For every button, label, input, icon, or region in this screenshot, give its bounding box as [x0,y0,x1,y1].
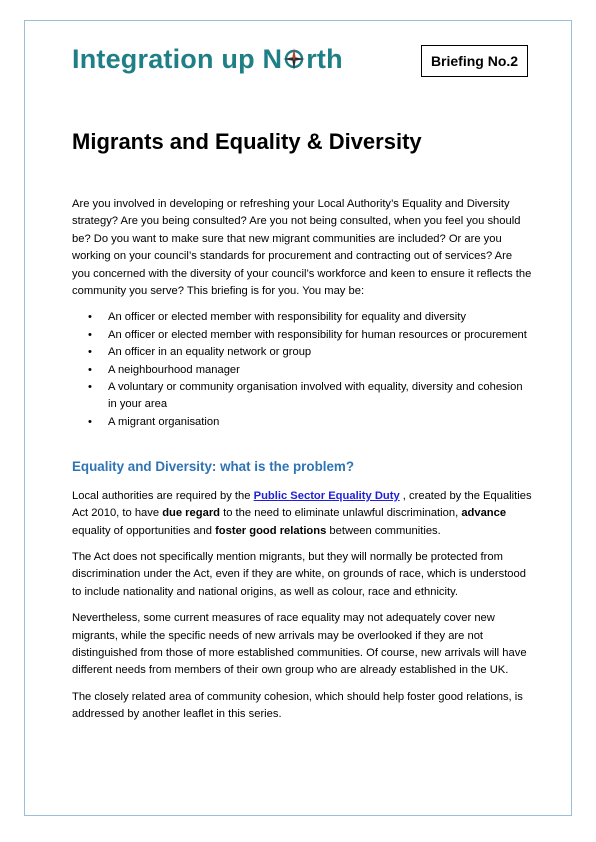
logo-text-end: rth [306,44,343,74]
act-paragraph: The Act does not specifically mention migrants, but they will normally be protected from discrimination under the Act, even if they are white, on grounds of race, which is understood to include nationality and national origins, as well as colour, race and ethnicity. [72,550,526,598]
list-item: • An officer in an equality network or group [72,344,532,361]
p1-text-5: between communities. [326,524,441,537]
briefing-number-box [421,45,528,77]
logo-text-start: Integration up N [72,44,283,74]
equality-duty-paragraph [72,488,532,540]
list-item: • An officer or elected member with responsibility for equality and diversity [72,309,532,326]
p1-text-4: equality of opportunities and [72,524,216,537]
audience-list [72,309,532,431]
intro-paragraph: Are you involved in developing or refreshing your Local Authority’s Equality and Diversity strategy? Are you being consulted? Are you not being consulted, when you feel you should be? Do you want to make sure that new migrant communities are included? Or are you working on your council’s standards for procurement and contracting out of services? Are you concerned with the diversity of your council’s workforce and keen to ensure it reflects the community you serve? This briefing is for you. You may be: [72,198,532,298]
list-item: • A neighbourhood manager [72,362,532,379]
list-item: • An officer or elected member with responsibility for human resources or procurement [72,327,532,344]
community-cohesion-paragraph: The closely related area of community cohesion, which should help foster good relations, is addressed by another leaflet in this series. [72,690,523,721]
page-title: Migrants and Equality & Diversity [72,129,422,154]
p1-text-2: , created by the Equalities Act 2010, to have [72,489,532,520]
equality-duty-link[interactable]: Public Sector Equality Duty [253,489,400,502]
document-body [72,196,532,733]
section-heading: Equality and Diversity: what is the problem? [72,459,355,475]
p1-text-3: to the need to eliminate unlawful discrimination, [220,507,462,520]
advance-bold: advance [461,507,507,520]
briefing-label: Briefing No.2 [430,53,519,69]
logo [72,44,343,75]
foster-good-relations-bold: foster good relations [215,524,327,537]
list-item: • A migrant organisation [72,414,532,431]
compass-icon [283,46,305,68]
list-item: • A voluntary or community organisation involved with equality, diversity and cohesion in your area [72,379,532,414]
due-regard-bold: due regard [162,507,221,520]
race-equality-paragraph: Nevertheless, some current measures of race equality may not adequately cover new migrants, while the specific needs of new arrivals may be overlooked if they are not distinguished from those of more established communities. Of course, new arrivals will have different needs from members of their own group who are already established in the UK. [72,612,527,677]
p1-text-1: Local authorities are required by the [72,489,254,502]
